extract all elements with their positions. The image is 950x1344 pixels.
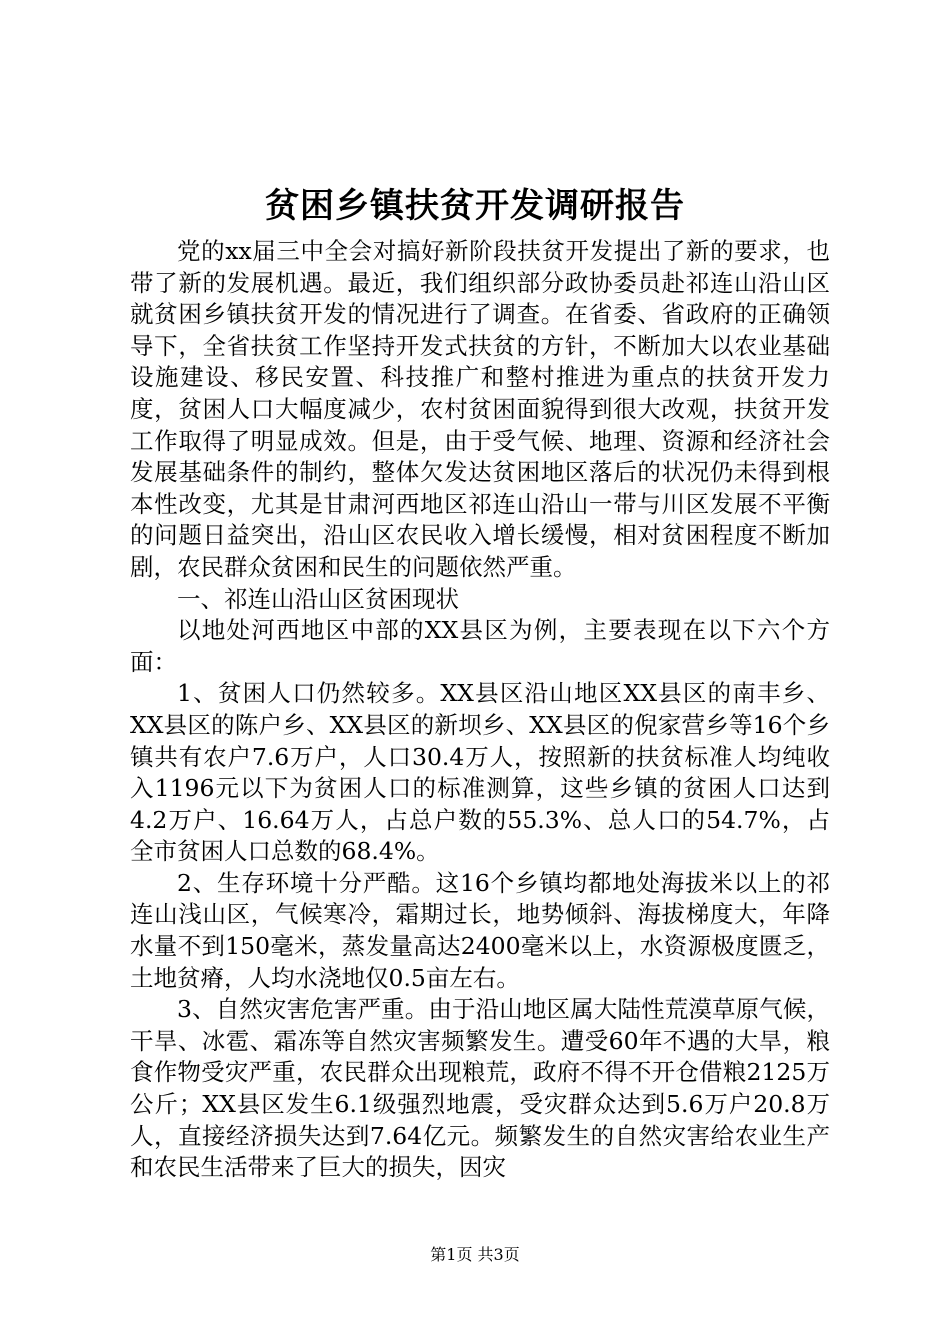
page-footer: 第1页 共3页 [430,1245,520,1264]
paragraph-overview: 以地处河西地区中部的XX县区为例，主要表现在以下六个方面： [130,616,830,676]
section-heading: 一、祁连山沿山区贫困现状 [177,584,459,613]
paragraph-point-3: 3、自然灾害危害严重。由于沿山地区属大陆性荒漠草原气候，干旱、冰雹、霜冻等自然灾害频繁发生。遭受60年不遇的大旱，粮食作物受灾严重，农民群众出现粮荒，政府不得不开仓借粮2125万公斤；XX县区发生6.1级强烈地震，受灾群众达到5.6万户20.8万人，直接经济损失达到7.64亿元。频繁发生的自然灾害给农业生产和农民生活带来了巨大的损失，因灾 [130,995,830,1182]
document-title: 贫困乡镇扶贫开发调研报告 [265,186,685,226]
paragraph-point-2: 2、生存环境十分严酷。这16个乡镇均都地处海拔米以上的祁连山浅山区，气候寒冷，霜期过长，地势倾斜、海拔梯度大，年降水量不到150毫米，蒸发量高达2400毫米以上，水资源极度匮乏，土地贫瘠，人均水浇地仅0.5亩左右。 [130,868,830,992]
paragraph-intro: 党的xx届三中全会对搞好新阶段扶贫开发提出了新的要求，也带了新的发展机遇。最近，我们组织部分政协委员赴祁连山沿山区就贫困乡镇扶贫开发的情况进行了调查。在省委、省政府的正确领导下，全省扶贫工作坚持开发式扶贫的方针，不断加大以农业基础设施建设、移民安置、科技推广和整村推进为重点的扶贫开发力度，贫困人口大幅度减少，农村贫困面貌得到很大改观，扶贫开发工作取得了明显成效。但是，由于受气候、地理、资源和经济社会发展基础条件的制约，整体欠发达贫困地区落后的状况仍未得到根本性改变，尤其是甘肃河西地区祁连山沿山一带与川区发展不平衡的问题日益突出，沿山区农民收入增长缓慢，相对贫困程度不断加剧，农民群众贫困和民生的问题依然严重。 [130,237,830,581]
document-body [130,236,830,1184]
paragraph-point-1: 1、贫困人口仍然较多。XX县区沿山地区XX县区的南丰乡、XX县区的陈户乡、XX县区的新坝乡、XX县区的倪家营乡等16个乡镇共有农户7.6万户，人口30.4万人，按照新的扶贫标准人均纯收入1196元以下为贫困人口的标准测算，这些乡镇的贫困人口达到4.2万户、16.64万人，占总户数的55.3%、总人口的54.7%，占全市贫困人口总数的68.4%。 [130,679,830,866]
